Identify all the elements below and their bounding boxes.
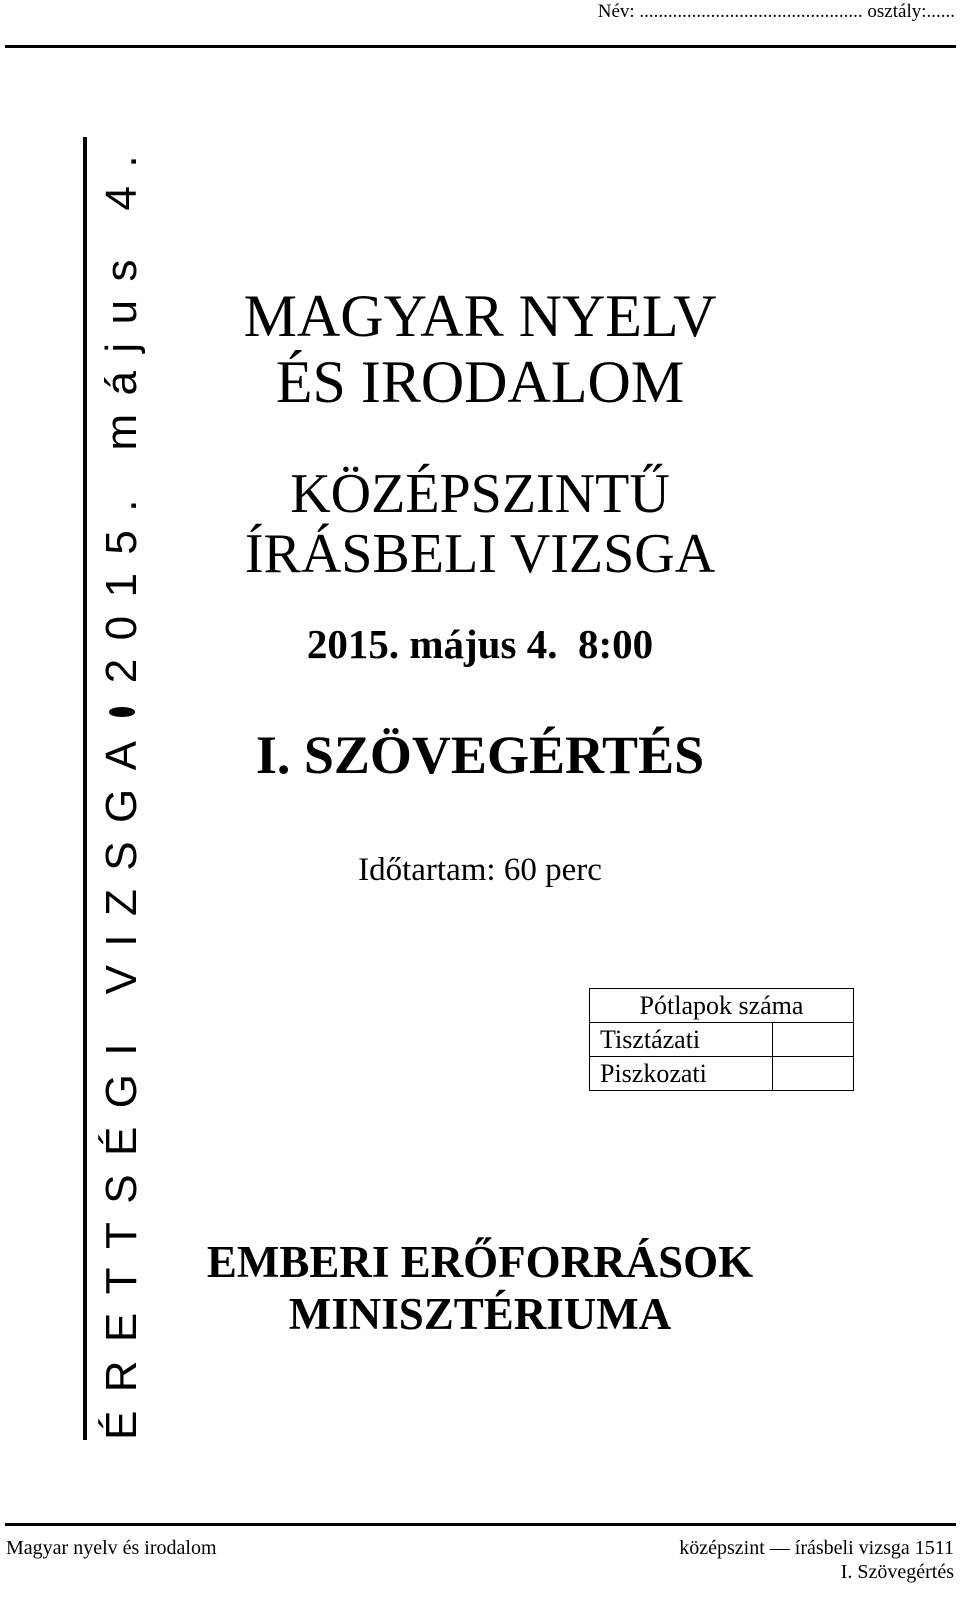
exam-date-value: 2015. május 4. [306,621,558,667]
bullet-dot-icon [109,707,135,716]
ministry-name [180,1236,780,1340]
bottom-divider [5,1523,956,1526]
ministry-line2: MINISZTÉRIUMA [288,1289,672,1339]
section-title: I. SZÖVEGÉRTÉS [255,725,705,785]
exam-level-line2: ÍRÁSBELI VIZSGA [244,523,716,585]
footer-info [679,1536,954,1584]
table-row [590,1057,854,1091]
ministry-line1: EMBERI ERŐFORRÁSOK [206,1237,754,1287]
top-divider [5,45,956,48]
side-banner-right: 2015. május 4. [97,137,146,684]
extra-sheets-header-row [590,989,854,1023]
side-banner-left: ÉRETTSÉGI VIZSGA [97,722,146,1440]
table-row [590,1023,854,1057]
footer-subject: Magyar nyelv és irodalom [6,1537,217,1559]
duration: Időtartam: 60 perc [358,852,602,888]
exam-level [180,464,780,584]
subject-title [180,283,780,415]
draft-label: Piszkozati [590,1057,773,1091]
name-class-field [598,0,955,24]
draft-count-field[interactable] [773,1057,854,1091]
subject-title-line1: MAGYAR NYELV [243,283,717,349]
exam-level-line1: KÖZÉPSZINTŰ [290,463,670,525]
extra-sheets-header: Pótlapok száma [590,989,854,1023]
exam-time-value: 8:00 [577,621,654,667]
footer-exam-info: középszint — írásbeli vizsga 1511 [679,1537,954,1559]
clean-copy-label: Tisztázati [590,1023,773,1057]
clean-copy-count-field[interactable] [773,1023,854,1057]
exam-date [180,620,780,668]
subject-title-line2: ÉS IRODALOM [275,349,685,415]
name-class-text: Név: ............................................... osztály:...... [597,1,955,22]
footer-section: I. Szövegértés [840,1561,954,1583]
side-banner [83,137,161,1440]
extra-sheets-table [589,988,854,1091]
